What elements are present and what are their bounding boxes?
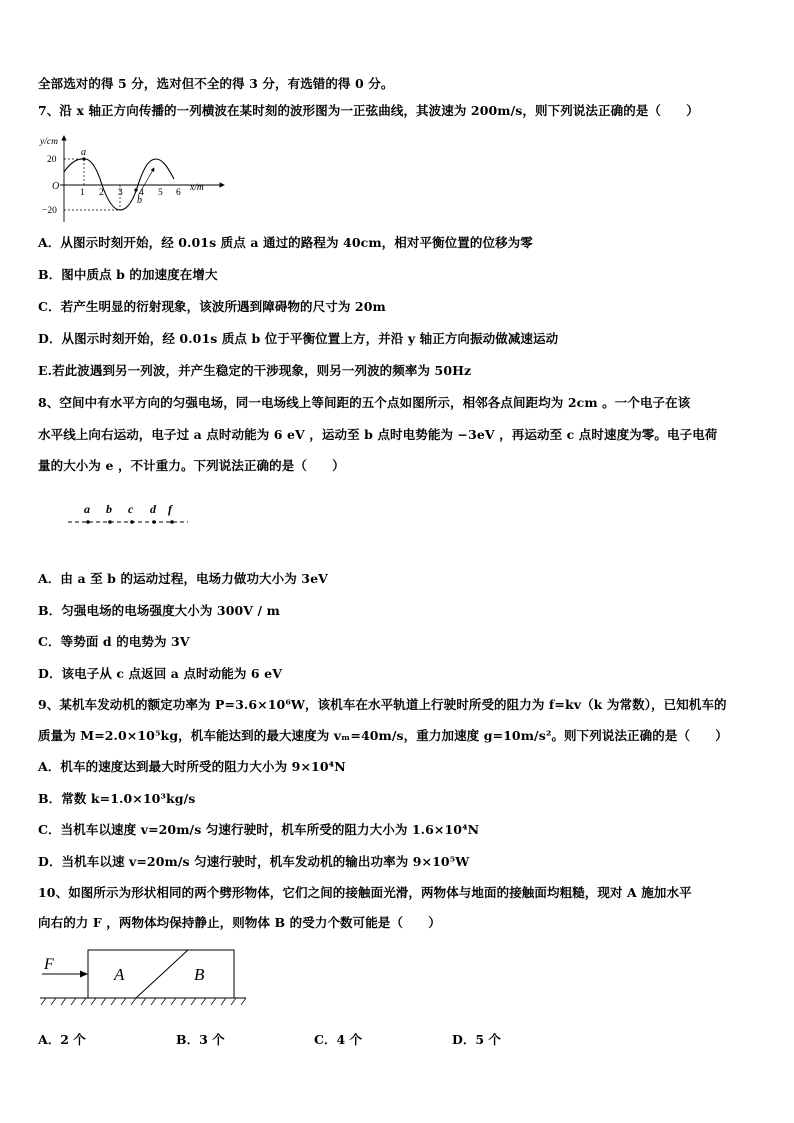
- q7-option-a: A．从图示时刻开始，经 0.01s 质点 a 通过的路程为 40cm，相对平衡位置的位移为零: [38, 235, 533, 250]
- point-d: d: [150, 502, 156, 516]
- q9-option-b: B．常数 k=1.0×10³kg/s: [38, 791, 196, 806]
- block-b-label: B: [194, 965, 205, 984]
- question-8-stem-line-1: 8、空间中有水平方向的匀强电场，同一电场线上等间距的五个点如图所示，相邻各点间距均为 2cm 。一个电子在该: [38, 395, 691, 410]
- point-b: b: [106, 502, 112, 516]
- q8-option-d: D．该电子从 c 点返回 a 点时动能为 6 eV: [38, 666, 283, 681]
- q9-option-d: D．当机车以速 v=20m/s 匀速行驶时，机车发动机的输出功率为 9×10⁵W: [38, 854, 470, 869]
- x-tick-6: 6: [176, 188, 181, 198]
- origin-label: O: [52, 181, 60, 192]
- q8-option-b: B．匀强电场的电场强度大小为 300V / m: [38, 603, 281, 618]
- q10-option-b: B．3 个: [176, 1032, 225, 1047]
- x-tick-1: 1: [80, 188, 85, 198]
- question-8-stem-line-2: 水平线上向右运动，电子过 a 点时动能为 6 eV ，运动至 b 点时电势能为 −3eV ，再运动至 c 点时速度为零。电子电荷: [38, 427, 718, 442]
- x-tick-5: 5: [158, 188, 163, 198]
- q10-option-d: D．5 个: [452, 1032, 501, 1047]
- y-tick-positive: 20: [47, 155, 57, 165]
- x-axis-label: x/m: [190, 183, 204, 193]
- question-7-stem: 7、沿 x 轴正方向传播的一列横波在某时刻的波形图为一正弦曲线，其波速为 200m/s，则下列说法正确的是（ ）: [38, 103, 699, 118]
- q8-option-a: A．由 a 至 b 的运动过程，电场力做功大小为 3eV: [38, 571, 328, 586]
- point-a: a: [84, 502, 90, 516]
- wave-curve: [64, 159, 174, 210]
- instructions-line: 全部选对的得 5 分，选对但不全的得 3 分，有选错的得 0 分。: [38, 76, 394, 91]
- point-f: f: [168, 502, 172, 516]
- question-10-stem-line-2: 向右的力 F ，两物体均保持静止，则物体 B 的受力个数可能是（ ）: [38, 915, 441, 930]
- wedge-blocks-figure: [38, 946, 250, 1012]
- y-tick-negative: −20: [42, 206, 57, 216]
- field-line-points-figure: [66, 500, 192, 532]
- q10-option-a: A．2 个: [38, 1032, 86, 1047]
- question-9-stem-line-1: 9、某机车发动机的额定功率为 P=3.6×10⁶W，该机车在水平轨道上行驶时所受的阻力为 f=kv（k 为常数），已知机车的: [38, 697, 727, 712]
- point-c: c: [128, 502, 134, 516]
- contact-surface: [136, 950, 188, 998]
- q8-option-c: C．等势面 d 的电势为 3V: [38, 634, 190, 649]
- wave-graph-figure: [36, 130, 226, 225]
- question-8-stem-line-3: 量的大小为 e ，不计重力。下列说法正确的是（ ）: [38, 458, 345, 473]
- blocks-outline: [88, 950, 234, 998]
- question-10-stem-line-1: 10、如图所示为形状相同的两个劈形物体，它们之间的接触面光滑，两物体与地面的接触面均粗糙，现对 A 施加水平: [38, 885, 692, 900]
- point-b-marker: [134, 188, 137, 191]
- q7-option-e: E.若此波遇到另一列波，并产生稳定的干涉现象，则另一列波的频率为 50Hz: [38, 363, 472, 378]
- q7-option-c: C．若产生明显的衍射现象，该波所遇到障碍物的尺寸为 20m: [38, 299, 386, 314]
- q9-option-a: A．机车的速度达到最大时所受的阻力大小为 9×10⁴N: [38, 759, 346, 774]
- y-axis-label: y/cm: [40, 137, 58, 147]
- q9-option-c: C．当机车以速度 v=20m/s 匀速行驶时，机车所受的阻力大小为 1.6×10⁴N: [38, 822, 480, 837]
- x-tick-2: 2: [99, 188, 104, 198]
- point-a-label: a: [81, 147, 86, 158]
- q10-option-c: C．4 个: [314, 1032, 362, 1047]
- question-9-stem-line-2: 质量为 M=2.0×10⁵kg，机车能达到的最大速度为 vₘ=40m/s，重力加速度 g=10m/s²。则下列说法正确的是（ ）: [38, 728, 728, 743]
- x-tick-3: 3: [118, 188, 123, 198]
- force-label: F: [44, 956, 54, 973]
- point-b-label: b: [137, 195, 142, 206]
- block-a-label: A: [114, 965, 125, 984]
- q7-option-b: B．图中质点 b 的加速度在增大: [38, 267, 218, 282]
- q7-option-d: D．从图示时刻开始，经 0.01s 质点 b 位于平衡位置上方，并沿 y 轴正方向振动做减速运动: [38, 331, 559, 346]
- x-tick-4: 4: [139, 188, 144, 198]
